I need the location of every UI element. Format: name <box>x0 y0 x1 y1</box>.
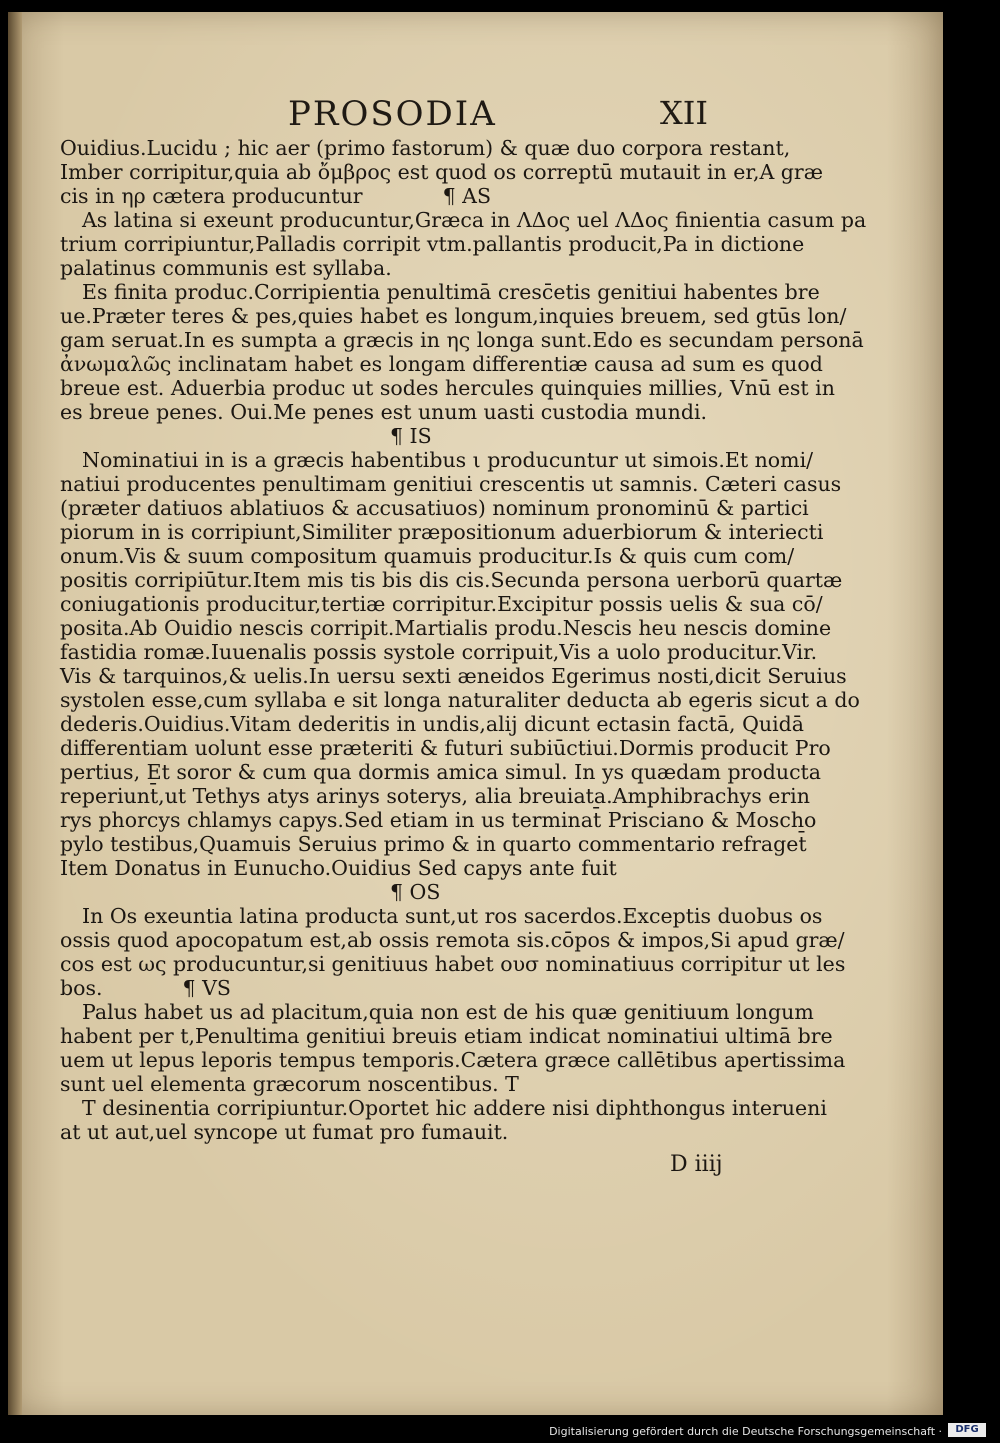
text-line <box>60 184 772 208</box>
page-gutter <box>8 12 22 1415</box>
text-line <box>60 400 772 424</box>
text-line <box>60 904 823 928</box>
text-line-content: As latina si exeunt producuntur,Græca in ΛΔος uel ΛΔος finientia casum pa <box>82 208 867 232</box>
text-line <box>60 856 772 880</box>
section-heading: ¶ OS <box>390 880 441 904</box>
text-line <box>60 784 810 808</box>
text-line <box>60 760 822 784</box>
text-line-content: T desinentia corripiuntur.Oportet hic addere nisi diphthongus interueni <box>82 1096 827 1120</box>
text-line-content: cis in ηρ cætera producuntur <box>60 184 363 208</box>
text-line-content: In Os exeuntia latina producta sunt,ut ros sacerdos.Exceptis duobus os <box>82 904 823 928</box>
signature-mark: D iiij <box>670 1152 723 1177</box>
running-title: PROSODIA <box>288 94 497 134</box>
text-line-content: (præter datiuos ablatiuos & accusatiuos) nominum pronominū & partici <box>60 496 809 520</box>
text-line-content: piorum in is corripiunt,Similiter præpositionum aduerbiorum & interiecti <box>60 520 824 544</box>
text-line <box>60 640 818 664</box>
text-line-content: Es finita produc.Corripientia penultimā cresc̄etis genitiui habentes bre <box>82 280 820 304</box>
text-line-content: ἀνωμαλῶς inclinatam habet es longam differentiæ causa ad sum es quod <box>60 352 823 376</box>
text-line <box>60 328 864 352</box>
text-line-content: habent per t,Penultima genitiui breuis etiam indicat nominatiui ultimā bre <box>60 1024 833 1048</box>
text-line-content: sunt uel elementa græcorum noscentibus. T <box>60 1072 519 1096</box>
text-line-content: palatinus communis est syllaba. <box>60 256 392 280</box>
text-line-content: pylo testibus,Quamuis Seruius primo & in quarto commentario refraget̄ <box>60 832 807 856</box>
text-line-content: systolen esse,cum syllaba e sit longa naturaliter deducta ab egeris sicut a do <box>60 688 860 712</box>
text-line-content: Item Donatus in Eunucho.Ouidius Sed capys ante fuit <box>60 856 617 880</box>
text-line <box>60 496 809 520</box>
text-line-content: pertius, Et soror & cum qua dormis amica simul. In ys quædam producta <box>60 760 822 784</box>
text-line <box>60 280 820 304</box>
text-line-content: natiui producentes penultimam genitiui crescentis ut samnis. Cæteri casus <box>60 472 842 496</box>
footer-bar <box>0 1415 1000 1443</box>
text-line-content: Ouidius.Lucidu ; hic aer (primo fastorum) & quæ duo corpora restant, <box>60 136 791 160</box>
text-line-content: ue.Præter teres & pes,quies habet es longum,inquies breuem, sed gtūs lon/ <box>60 304 847 328</box>
text-line-content: differentiam uolunt esse præteriti & futuri subiūctiui.Dormis producit Pro <box>60 736 831 760</box>
text-line <box>60 736 831 760</box>
text-line-content: Nominatiui in is a græcis habentibus ι producuntur ut simois.Et nomi/ <box>82 448 814 472</box>
text-line-content: at ut aut,uel syncope ut fumat pro fumauit. <box>60 1120 509 1144</box>
text-line <box>60 448 814 472</box>
folio-number: XII <box>660 94 709 132</box>
text-line-content: positis corripiūtur.Item mis tis bis dis cis.Secunda persona uerborū quartæ <box>60 568 843 592</box>
text-line <box>60 688 860 712</box>
text-line-content: fastidia romæ.Iuuenalis possis systole corripuit,Vis a uolo producitur.Vir. <box>60 640 818 664</box>
text-line <box>60 376 835 400</box>
text-line-content: gam seruat.In es sumpta a græcis in ης longa sunt.Edo es secundam personā <box>60 328 864 352</box>
text-line <box>60 1000 814 1024</box>
text-line-content: bos. <box>60 976 103 1000</box>
section-heading-line <box>60 880 772 904</box>
text-line <box>60 976 772 1000</box>
section-heading-line <box>60 424 772 448</box>
page-header <box>8 94 943 138</box>
text-line <box>60 136 791 160</box>
text-line <box>60 592 823 616</box>
text-line-content: Palus habet us ad placitum,quia non est de his quæ genitiuum longum <box>82 1000 814 1024</box>
text-line <box>60 568 843 592</box>
text-line-content: dederis.Ouidius.Vitam dederitis in undis,alij dicunt ectasin factā, Quidā <box>60 712 804 736</box>
text-line <box>60 1048 846 1072</box>
text-line-content: es breue penes. Oui.Me penes est unum uasti custodia mundi. <box>60 400 708 424</box>
text-line <box>60 712 804 736</box>
text-line <box>60 1120 772 1144</box>
text-line <box>60 352 823 376</box>
text-line <box>60 472 842 496</box>
text-line-content: uem ut lepus leporis tempus temporis.Cætera græce callētibus apertissima <box>60 1048 846 1072</box>
text-line <box>60 544 795 568</box>
text-line <box>60 304 847 328</box>
text-line <box>60 208 867 232</box>
text-line-content: ossis quod apocopatum est,ab ossis remota sis.cōpos & impos,Si apud græ/ <box>60 928 845 952</box>
text-line-content: coniugationis producitur,tertiæ corripitur.Excipitur possis uelis & sua cō/ <box>60 592 823 616</box>
text-line <box>60 664 847 688</box>
text-line-content: rys phorcys chlamys capys.Sed etiam in us terminat̄ Prisciano & Moscho <box>60 808 817 832</box>
text-line-content: Vis & tarquinos,& uelis.In uersu sexti æneidos Egerimus nosti,dicit Seruius <box>60 664 847 688</box>
body-text <box>60 136 867 1144</box>
section-heading: ¶ IS <box>390 424 432 448</box>
section-heading: ¶ VS <box>182 976 231 1000</box>
text-line-content: onum.Vis & suum compositum quamuis producitur.Is & quis cum com/ <box>60 544 795 568</box>
text-line-content: cos est ως producuntur,si genitiuus habet ουσ nominatiuus corripitur ut les <box>60 952 846 976</box>
text-line-content: Imber corripitur,quia ab ὄμβρος est quod os correptū mutauit in er,A græ <box>60 160 823 184</box>
text-line <box>60 232 805 256</box>
text-line-content: breue est. Aduerbia produc ut sodes hercules quinquies millies, Vnū est in <box>60 376 835 400</box>
text-line-content: posita.Ab Ouidio nescis corripit.Martialis produ.Nescis heu nescis domine <box>60 616 832 640</box>
text-line <box>60 616 832 640</box>
section-heading: ¶ AS <box>442 184 491 208</box>
funding-credit: Digitalisierung gefördert durch die Deutsche Forschungsgemeinschaft · <box>549 1425 942 1438</box>
text-line <box>60 1024 833 1048</box>
text-line <box>60 256 772 280</box>
text-line <box>60 520 824 544</box>
text-line <box>60 832 807 856</box>
text-line-content: trium corripiuntur,Palladis corripit vtm.pallantis producit,Pa in dictione <box>60 232 805 256</box>
book-page <box>8 12 943 1415</box>
text-line <box>60 1096 827 1120</box>
text-line-content: reperiunt̄,ut Tethys atys arinys soterys, alia breuiata.Amphibrachys erin <box>60 784 810 808</box>
text-line <box>60 952 846 976</box>
text-line <box>60 928 845 952</box>
text-line <box>60 808 817 832</box>
text-line <box>60 160 823 184</box>
text-line <box>60 1072 772 1096</box>
dfg-logo-icon: DFG <box>948 1423 986 1437</box>
